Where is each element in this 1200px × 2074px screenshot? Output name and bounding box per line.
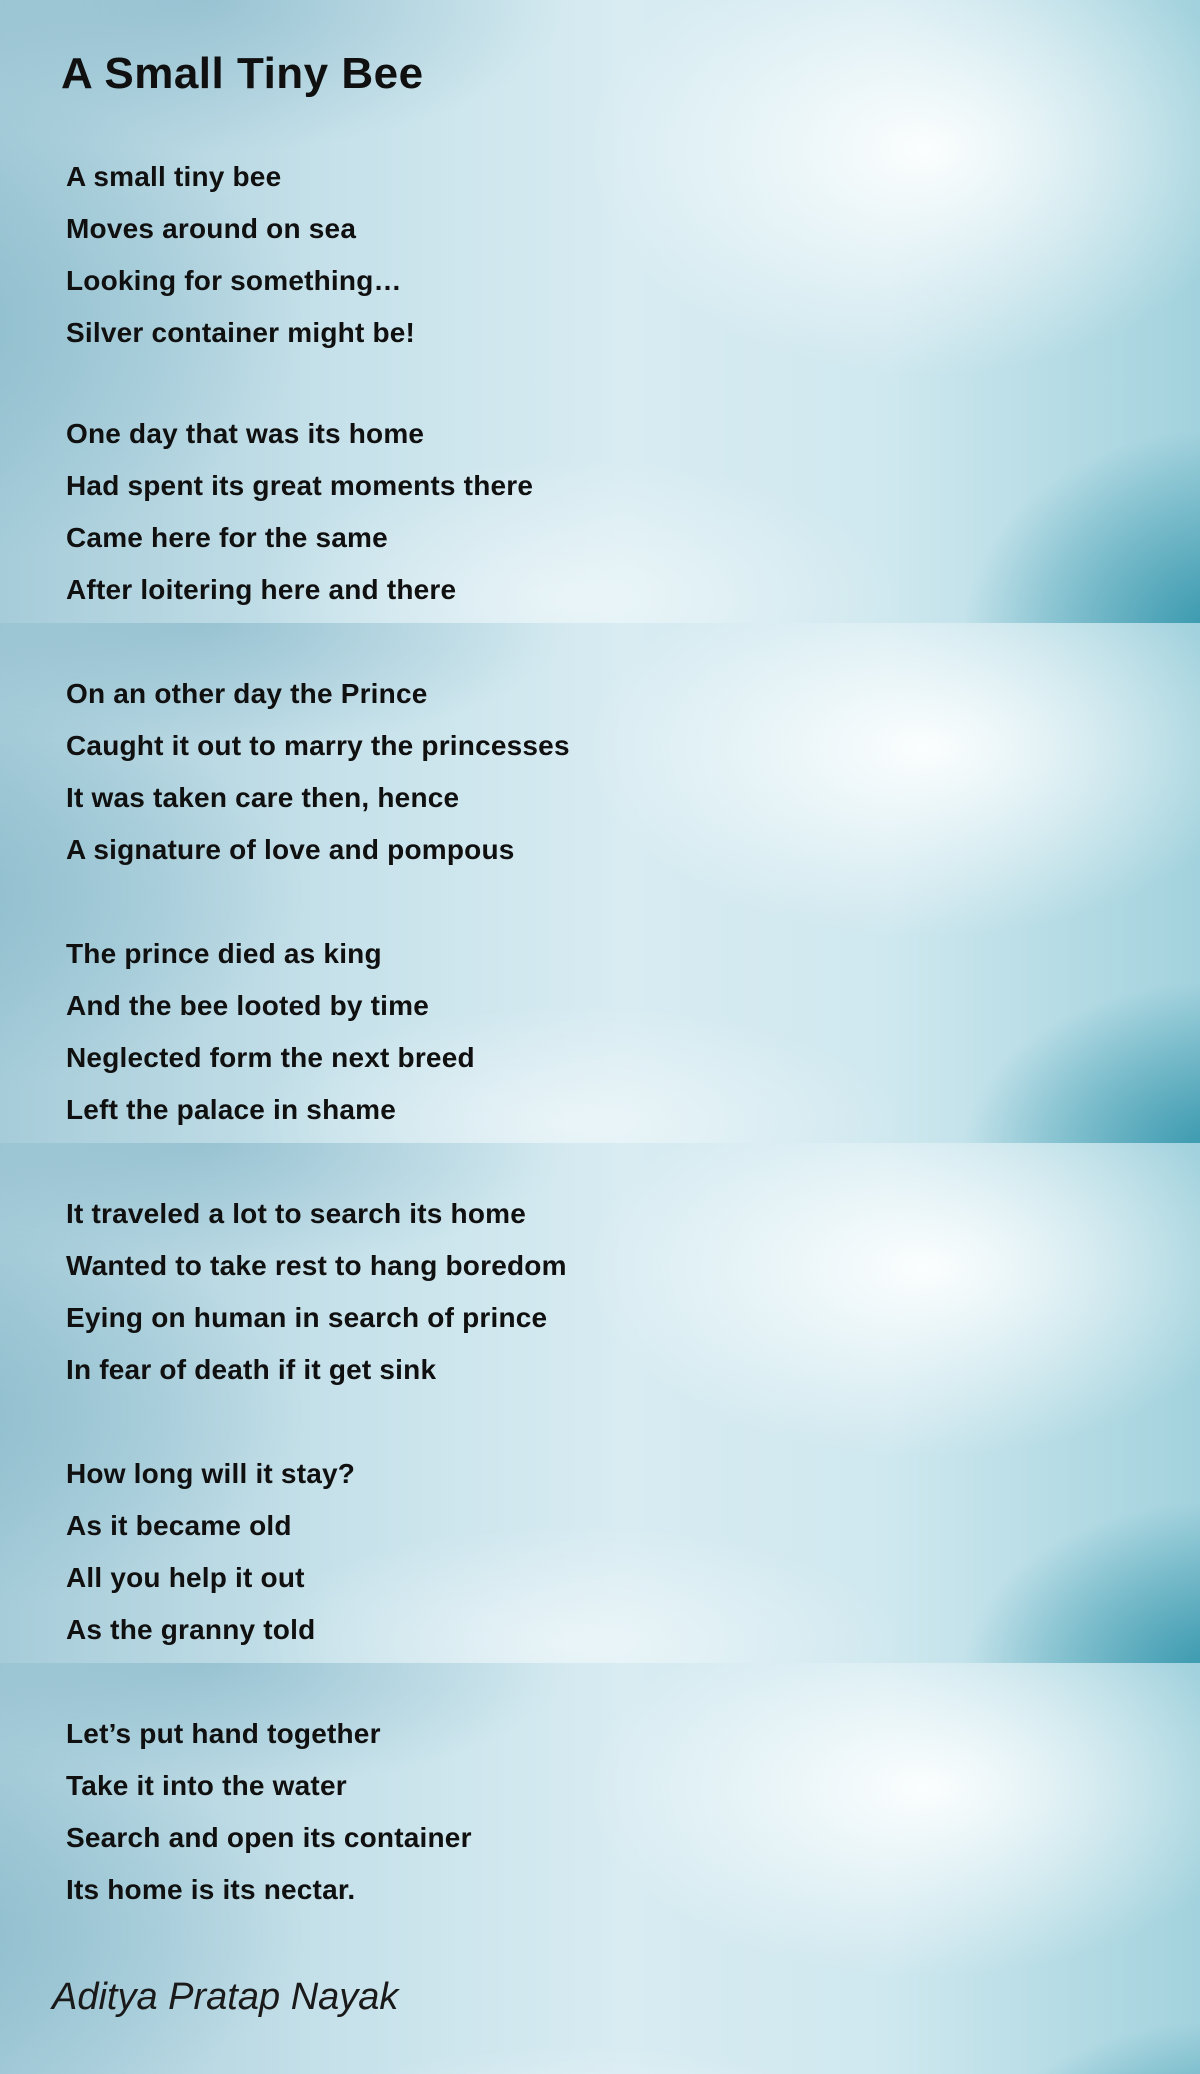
poem-line: As it became old [66, 1510, 292, 1541]
poem-line: A small tiny bee [66, 161, 282, 192]
poem-line: Left the palace in shame [66, 1094, 397, 1125]
poem-line: In fear of death if it get sink [66, 1354, 437, 1385]
stanza-3 [66, 668, 570, 876]
poem-line: Looking for something… [66, 265, 402, 296]
poem-line: Had spent its great moments there [66, 470, 534, 501]
poem-line: As the granny told [66, 1614, 316, 1645]
stanza-5 [66, 1188, 567, 1396]
poem-line: All you help it out [66, 1562, 305, 1593]
poem-line: Silver container might be! [66, 317, 416, 348]
poem-line: Wanted to take rest to hang boredom [66, 1250, 567, 1281]
stanza-1 [66, 151, 415, 359]
poem-line: Caught it out to marry the princesses [66, 730, 570, 761]
poem-line: Eying on human in search of prince [66, 1302, 548, 1333]
poem-line: Take it into the water [66, 1770, 347, 1801]
poem-line: On an other day the Prince [66, 678, 428, 709]
poem-author: Aditya Pratap Nayak [52, 1976, 399, 2018]
stanza-7 [66, 1708, 472, 1916]
poem-line: How long will it stay? [66, 1458, 356, 1489]
stanza-4 [66, 928, 475, 1136]
poem-line: After loitering here and there [66, 574, 457, 605]
poem-line: Let’s put hand together [66, 1718, 381, 1749]
poem-line: Moves around on sea [66, 213, 357, 244]
poem-line: And the bee looted by time [66, 990, 430, 1021]
poem-line: Its home is its nectar. [66, 1874, 356, 1905]
poem-line: One day that was its home [66, 418, 425, 449]
poem-title: A Small Tiny Bee [61, 49, 424, 98]
stanza-6 [66, 1448, 355, 1656]
poem-line: A signature of love and pompous [66, 834, 515, 865]
poem-line: It was taken care then, hence [66, 782, 460, 813]
stanza-2 [66, 408, 533, 616]
poem-line: It traveled a lot to search its home [66, 1198, 526, 1229]
poem-line: Neglected form the next breed [66, 1042, 475, 1073]
poem-line: Came here for the same [66, 522, 388, 553]
poem-line: Search and open its container [66, 1822, 472, 1853]
poem-line: The prince died as king [66, 938, 382, 969]
